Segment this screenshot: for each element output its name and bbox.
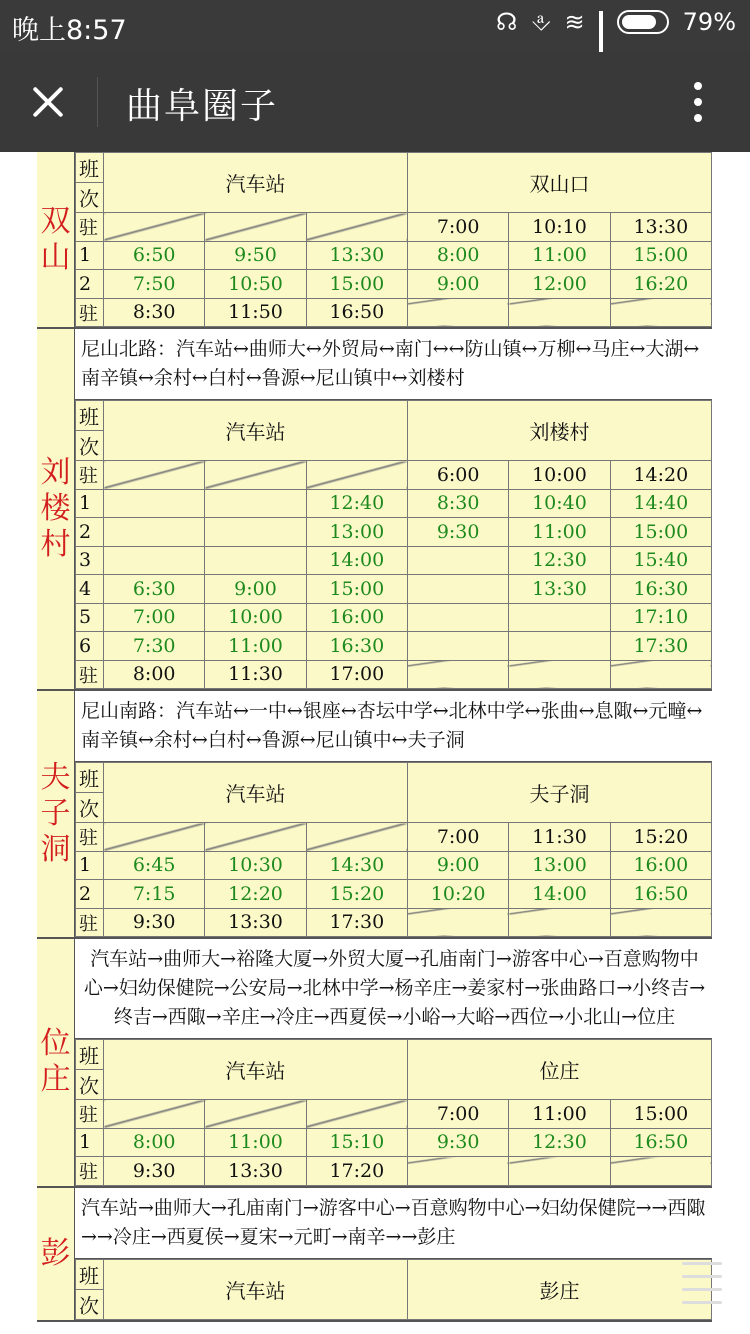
layover-row <box>76 908 712 937</box>
title-bar <box>0 52 750 152</box>
time-cell: 11:30 <box>205 660 306 689</box>
route-block <box>37 1188 712 1322</box>
time-cell <box>509 1157 610 1186</box>
schedule-table <box>75 400 712 689</box>
route-block <box>37 152 712 329</box>
time-cell: 7:00 <box>407 823 508 852</box>
time-cell <box>104 461 205 490</box>
time-cell: 7:15 <box>104 880 205 909</box>
time-cell: 9:30 <box>104 908 205 937</box>
time-cell <box>407 575 508 604</box>
time-cell: 15:10 <box>306 1128 407 1157</box>
layover-label: 驻 <box>76 823 104 852</box>
layover-label: 驻 <box>76 298 104 327</box>
time-cell: 15:20 <box>306 880 407 909</box>
terminal-station: 刘楼村 <box>407 401 711 461</box>
trip-number: 6 <box>76 632 104 661</box>
time-cell: 10:50 <box>205 270 306 299</box>
time-cell: 16:00 <box>610 851 711 880</box>
time-cell: 11:50 <box>205 298 306 327</box>
time-cell: 15:00 <box>610 1100 711 1129</box>
time-cell: 17:00 <box>306 660 407 689</box>
destination-char: 双 <box>40 203 71 239</box>
time-cell <box>205 1100 306 1129</box>
time-cell: 9:30 <box>104 1157 205 1186</box>
time-cell <box>306 461 407 490</box>
time-cell: 13:30 <box>205 908 306 937</box>
time-cell: 14:30 <box>306 851 407 880</box>
time-cell: 8:30 <box>407 489 508 518</box>
layover-row <box>76 660 712 689</box>
time-cell: 7:00 <box>104 603 205 632</box>
time-cell: 14:00 <box>306 546 407 575</box>
destination-char: 洞 <box>40 832 71 867</box>
shift-label: 次 <box>76 183 104 213</box>
time-cell <box>104 213 205 242</box>
time-cell: 16:50 <box>610 1128 711 1157</box>
trip-row <box>76 546 712 575</box>
time-cell <box>205 518 306 547</box>
time-cell: 11:00 <box>509 241 610 270</box>
bus-timetable <box>37 152 712 1322</box>
time-cell: 6:00 <box>407 461 508 490</box>
close-icon[interactable] <box>26 80 70 124</box>
time-cell <box>407 632 508 661</box>
time-cell <box>205 213 306 242</box>
terminal-station: 彭庄 <box>407 1259 711 1319</box>
route-block <box>37 329 712 691</box>
time-cell: 10:30 <box>205 851 306 880</box>
route-body <box>75 939 712 1186</box>
shift-label: 班 <box>76 1040 104 1070</box>
time-cell: 17:30 <box>610 632 711 661</box>
time-cell: 16:50 <box>306 298 407 327</box>
time-cell <box>407 603 508 632</box>
time-cell: 12:20 <box>205 880 306 909</box>
time-cell: 14:20 <box>610 461 711 490</box>
route-destination-label <box>37 152 75 327</box>
trip-number: 2 <box>76 270 104 299</box>
time-cell: 10:00 <box>205 603 306 632</box>
time-cell: 7:00 <box>407 213 508 242</box>
status-icons <box>496 8 736 36</box>
trip-row <box>76 575 712 604</box>
time-cell <box>610 1157 711 1186</box>
time-cell <box>407 546 508 575</box>
time-cell: 15:40 <box>610 546 711 575</box>
layover-row <box>76 823 712 852</box>
time-cell <box>104 546 205 575</box>
layover-label: 驻 <box>76 660 104 689</box>
time-cell <box>509 298 610 327</box>
terminal-station: 位庄 <box>407 1040 711 1100</box>
trip-row <box>76 880 712 909</box>
route-body <box>75 152 712 327</box>
time-cell <box>104 518 205 547</box>
time-cell <box>205 489 306 518</box>
destination-char: 子 <box>40 796 71 831</box>
time-cell <box>509 632 610 661</box>
schedule-table <box>75 152 712 327</box>
time-cell: 13:00 <box>306 518 407 547</box>
time-cell: 11:00 <box>509 1100 610 1129</box>
header-row <box>76 401 712 431</box>
time-cell: 9:50 <box>205 241 306 270</box>
time-cell: 8:30 <box>104 298 205 327</box>
route-destination-label <box>37 329 75 689</box>
time-cell <box>205 823 306 852</box>
trip-row <box>76 518 712 547</box>
time-cell <box>509 908 610 937</box>
origin-station: 汽车站 <box>104 401 408 461</box>
destination-char: 楼 <box>40 491 71 526</box>
time-cell: 14:00 <box>509 880 610 909</box>
header-row <box>76 1040 712 1070</box>
header-row <box>76 1259 712 1289</box>
layover-row <box>76 298 712 327</box>
time-cell: 8:00 <box>104 1128 205 1157</box>
time-cell <box>407 660 508 689</box>
trip-row <box>76 1128 712 1157</box>
route-stops: 尼山北路：汽车站↔曲师大↔外贸局↔南门↔↔防山镇↔万柳↔马庄↔大湖↔南辛镇↔余村↔白村↔鲁源↔尼山镇中↔刘楼村 <box>75 329 712 400</box>
destination-char: 位 <box>40 1026 71 1062</box>
time-cell: 9:30 <box>407 1128 508 1157</box>
time-cell: 13:30 <box>205 1157 306 1186</box>
trip-number: 3 <box>76 546 104 575</box>
trip-number: 5 <box>76 603 104 632</box>
layover-label: 驻 <box>76 1100 104 1129</box>
time-cell: 8:00 <box>407 241 508 270</box>
route-stops: 尼山南路：汽车站↔一中↔银座↔杏坛中学↔北林中学↔张曲↔息陬↔元疃↔南辛镇↔余村↔白村↔鲁源↔尼山镇中↔夫子洞 <box>75 691 712 762</box>
time-cell: 10:00 <box>509 461 610 490</box>
shift-label: 班 <box>76 153 104 183</box>
status-time: 晚上8:57 <box>12 15 127 46</box>
terminal-station: 夫子洞 <box>407 763 711 823</box>
time-cell <box>205 546 306 575</box>
time-cell <box>104 489 205 518</box>
layover-row <box>76 213 712 242</box>
terminal-station: 双山口 <box>407 153 711 213</box>
title-divider <box>97 77 98 127</box>
time-cell <box>509 603 610 632</box>
article-content[interactable] <box>0 152 750 1334</box>
header-row <box>76 153 712 183</box>
time-cell: 16:50 <box>610 880 711 909</box>
route-destination-label <box>37 939 75 1186</box>
schedule-table <box>75 762 712 937</box>
time-cell: 12:30 <box>509 1128 610 1157</box>
origin-station: 汽车站 <box>104 763 408 823</box>
time-cell: 11:00 <box>205 632 306 661</box>
time-cell: 7:50 <box>104 270 205 299</box>
trip-number: 2 <box>76 518 104 547</box>
route-block <box>37 691 712 939</box>
time-cell: 9:00 <box>205 575 306 604</box>
trip-number: 1 <box>76 1128 104 1157</box>
battery-icon <box>617 10 669 34</box>
time-cell: 12:40 <box>306 489 407 518</box>
destination-char: 山 <box>40 239 71 275</box>
route-body <box>75 329 712 689</box>
time-cell: 12:30 <box>509 546 610 575</box>
time-cell <box>104 1100 205 1129</box>
time-cell: 9:00 <box>407 851 508 880</box>
time-cell: 16:30 <box>306 632 407 661</box>
time-cell: 15:00 <box>306 575 407 604</box>
shift-label: 班 <box>76 763 104 793</box>
origin-station: 汽车站 <box>104 1259 408 1319</box>
schedule-table <box>75 1039 712 1186</box>
more-menu-icon[interactable] <box>694 82 702 124</box>
time-cell: 15:20 <box>610 823 711 852</box>
battery-percent: 79% <box>682 8 736 36</box>
time-cell: 16:20 <box>610 270 711 299</box>
time-cell: 15:00 <box>610 241 711 270</box>
route-block <box>37 939 712 1188</box>
time-cell <box>407 1157 508 1186</box>
time-cell <box>306 213 407 242</box>
route-destination-label <box>37 691 75 937</box>
layover-label: 驻 <box>76 213 104 242</box>
time-cell: 11:30 <box>509 823 610 852</box>
time-cell <box>407 298 508 327</box>
layover-label: 驻 <box>76 908 104 937</box>
headphone-icon: ☊ <box>496 8 518 36</box>
destination-char: 庄 <box>40 1062 71 1098</box>
time-cell: 6:30 <box>104 575 205 604</box>
time-cell <box>205 461 306 490</box>
time-cell <box>104 823 205 852</box>
trip-row <box>76 851 712 880</box>
route-body <box>75 691 712 937</box>
trip-number: 1 <box>76 241 104 270</box>
destination-char: 村 <box>40 527 71 562</box>
time-cell: 8:00 <box>104 660 205 689</box>
time-cell <box>509 660 610 689</box>
shift-label: 次 <box>76 793 104 823</box>
route-destination-label <box>37 1188 75 1320</box>
layover-row <box>76 1100 712 1129</box>
trip-row <box>76 241 712 270</box>
header-row <box>76 763 712 793</box>
time-cell: 10:20 <box>407 880 508 909</box>
signal-icon <box>599 11 603 33</box>
time-cell: 17:20 <box>306 1157 407 1186</box>
layover-row <box>76 1157 712 1186</box>
status-bar <box>0 0 750 52</box>
time-cell: 12:00 <box>509 270 610 299</box>
mute-bell-icon: ⎀ <box>531 8 551 36</box>
destination-char: 夫 <box>40 760 71 795</box>
trip-number: 1 <box>76 489 104 518</box>
route-body <box>75 1188 712 1320</box>
wifi-icon: ≋ <box>564 8 585 36</box>
destination-char: 刘 <box>40 455 71 490</box>
route-stops: 汽车站→曲师大→孔庙南门→游客中心→百意购物中心→妇幼保健院→→西陬→→冷庄→西夏侯→夏宋→元町→南辛→→彭庄 <box>75 1188 712 1259</box>
shift-label: 次 <box>76 431 104 461</box>
time-cell: 11:00 <box>509 518 610 547</box>
trip-row <box>76 603 712 632</box>
time-cell <box>610 660 711 689</box>
trip-row <box>76 270 712 299</box>
trip-number: 2 <box>76 880 104 909</box>
time-cell: 15:00 <box>306 270 407 299</box>
time-cell: 13:00 <box>509 851 610 880</box>
route-stops: 汽车站→曲师大→裕隆大厦→外贸大厦→孔庙南门→游客中心→百意购物中心→妇幼保健院→公安局→北林中学→杨辛庄→姜家村→张曲路口→小终吉→终吉→西陬→辛庄→冷庄→西夏侯→小峪→大峪→西位→小北山→位庄 <box>75 939 712 1039</box>
time-cell <box>306 823 407 852</box>
time-cell: 16:00 <box>306 603 407 632</box>
time-cell <box>610 908 711 937</box>
time-cell <box>407 908 508 937</box>
time-cell: 17:30 <box>306 908 407 937</box>
trip-number: 1 <box>76 851 104 880</box>
layover-label: 驻 <box>76 461 104 490</box>
shift-label: 班 <box>76 1259 104 1289</box>
time-cell: 6:50 <box>104 241 205 270</box>
destination-char: 彭 <box>40 1235 71 1271</box>
time-cell: 7:30 <box>104 632 205 661</box>
time-cell: 16:30 <box>610 575 711 604</box>
time-cell: 9:00 <box>407 270 508 299</box>
trip-row <box>76 489 712 518</box>
origin-station: 汽车站 <box>104 153 408 213</box>
time-cell: 15:00 <box>610 518 711 547</box>
page-title: 曲阜圈子 <box>126 86 279 127</box>
scroll-indicator <box>682 1262 722 1322</box>
time-cell: 13:30 <box>509 575 610 604</box>
time-cell: 11:00 <box>205 1128 306 1157</box>
shift-label: 班 <box>76 401 104 431</box>
time-cell: 7:00 <box>407 1100 508 1129</box>
trip-number: 4 <box>76 575 104 604</box>
time-cell: 13:30 <box>610 213 711 242</box>
time-cell <box>610 298 711 327</box>
origin-station: 汽车站 <box>104 1040 408 1100</box>
time-cell: 9:30 <box>407 518 508 547</box>
time-cell <box>306 1100 407 1129</box>
time-cell: 10:10 <box>509 213 610 242</box>
time-cell: 6:45 <box>104 851 205 880</box>
time-cell: 17:10 <box>610 603 711 632</box>
shift-label: 次 <box>76 1070 104 1100</box>
schedule-table <box>75 1259 712 1320</box>
time-cell: 14:40 <box>610 489 711 518</box>
time-cell: 10:40 <box>509 489 610 518</box>
trip-row <box>76 632 712 661</box>
layover-label: 驻 <box>76 1157 104 1186</box>
layover-row <box>76 461 712 490</box>
time-cell: 13:30 <box>306 241 407 270</box>
shift-label: 次 <box>76 1289 104 1319</box>
